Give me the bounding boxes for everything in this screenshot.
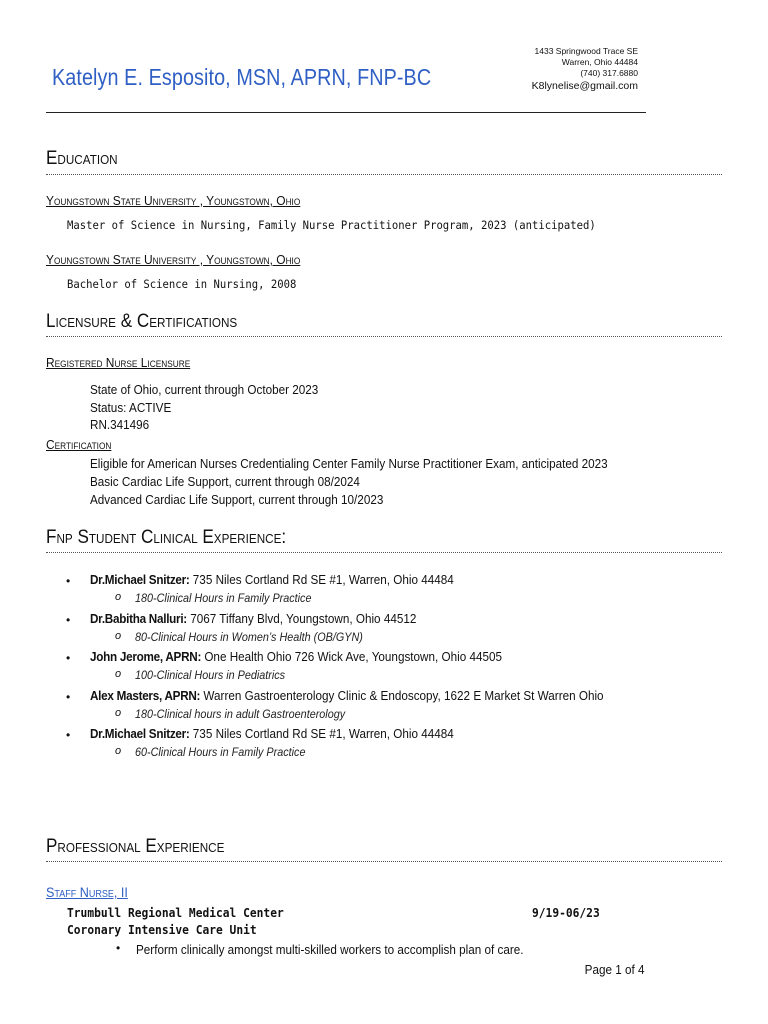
cert-line-2: Basic Cardiac Life Support, current through 08/2024 <box>90 474 360 489</box>
preceptor-line <box>90 726 454 741</box>
contact-block <box>532 46 638 93</box>
page-number: Page 1 of 4 <box>584 962 644 977</box>
employment-dates: 9/19-06/23 <box>532 905 600 920</box>
address-line-1: 1433 Springwood Trace SE <box>534 46 638 56</box>
clinical-heading: Fnp Student Clinical Experience: <box>46 527 287 548</box>
education-degree-2: Bachelor of Science in Nursing, 2008 <box>67 277 297 291</box>
rn-line-1: State of Ohio, current through October 2023 <box>90 382 319 397</box>
rn-licensure-heading: Registered Nurse Licensure <box>46 355 191 370</box>
unit-name: Coronary Intensive Care Unit <box>67 922 257 937</box>
bullet-icon: • <box>66 651 71 665</box>
bullet-icon: • <box>116 941 121 955</box>
rn-line-3: RN.341496 <box>90 417 150 432</box>
clinical-divider <box>46 552 722 553</box>
list-item <box>66 572 746 611</box>
professional-divider <box>46 861 722 862</box>
preceptor-location: 7067 Tiffany Blvd, Youngstown, Ohio 44512 <box>186 610 417 626</box>
clinical-hours: 80-Clinical Hours in Women’s Health (OB/GYN) <box>135 629 363 644</box>
bullet-icon: • <box>66 612 71 627</box>
education-heading: Education <box>46 148 118 169</box>
preceptor-location: 735 Niles Cortland Rd SE #1, Warren, Ohio 44484 <box>189 572 454 587</box>
address-line-2: Warren, Ohio 44484 <box>561 57 638 67</box>
preceptor-location: One Health Ohio 726 Wick Ave, Youngstown, Ohio 44505 <box>201 649 503 664</box>
sub-bullet-icon: o <box>115 591 122 603</box>
list-item <box>66 611 746 650</box>
preceptor-name: John Jerome, APRN: <box>90 649 202 664</box>
sub-bullet-icon: o <box>115 745 122 757</box>
preceptor-name: Dr.Michael Snitzer: <box>90 726 190 741</box>
preceptor-name: Dr.Michael Snitzer: <box>90 572 190 587</box>
bullet-icon: • <box>66 728 71 742</box>
sub-bullet-icon: o <box>115 668 122 680</box>
cert-line-3: Advanced Cardiac Life Support, current through 10/2023 <box>90 492 384 507</box>
preceptor-name: Alex Masters, APRN: <box>90 687 201 703</box>
licensure-divider <box>46 336 722 337</box>
list-item <box>66 649 746 688</box>
preceptor-line <box>90 611 416 626</box>
licensure-heading: Licensure & Certifications <box>46 311 238 332</box>
bullet-icon: • <box>66 689 71 704</box>
preceptor-name: Dr.Babitha Nalluri: <box>90 610 187 626</box>
phone-number: (740) 317.6880 <box>580 68 638 78</box>
list-item <box>66 688 746 727</box>
sub-bullet-icon: o <box>115 629 122 642</box>
header-divider <box>46 112 646 113</box>
education-degree-1: Master of Science in Nursing, Family Nurse Practitioner Program, 2023 (anticipated) <box>67 218 596 232</box>
resume-name: Katelyn E. Esposito, MSN, APRN, FNP-BC <box>52 64 432 90</box>
list-item <box>66 726 746 765</box>
job-title: Staff Nurse, II <box>46 884 128 900</box>
cert-line-1: Eligible for American Nurses Credentialing Center Family Nurse Practitioner Exam, anticipated 2023 <box>90 456 608 471</box>
clinical-hours: 60-Clinical Hours in Family Practice <box>135 745 306 759</box>
education-school-2: Youngstown State University , Youngstown, Ohio <box>46 252 301 267</box>
bullet-icon: • <box>66 574 71 588</box>
preceptor-line <box>90 688 604 703</box>
preceptor-line <box>90 649 502 664</box>
rn-line-2: Status: ACTIVE <box>90 400 172 415</box>
clinical-hours: 100-Clinical Hours in Pediatrics <box>135 668 286 682</box>
job-duty: Perform clinically amongst multi-skilled workers to accomplish plan of care. <box>136 942 524 957</box>
preceptor-location: 735 Niles Cortland Rd SE #1, Warren, Ohio 44484 <box>189 726 454 741</box>
clinical-list <box>66 572 746 765</box>
clinical-hours: 180-Clinical hours in adult Gastroenterology <box>135 706 346 721</box>
education-school-1: Youngstown State University , Youngstown, Ohio <box>46 193 301 208</box>
sub-bullet-icon: o <box>115 706 122 719</box>
email-address[interactable]: K8lynelise@gmail.com <box>531 80 638 92</box>
preceptor-line <box>90 572 454 587</box>
education-divider <box>46 174 722 175</box>
employer-name: Trumbull Regional Medical Center <box>67 905 284 920</box>
professional-heading: Professional Experience <box>46 836 225 857</box>
certification-heading: Certification <box>46 437 112 452</box>
preceptor-location: Warren Gastroenterology Clinic & Endoscopy, 1622 E Market St Warren Ohio <box>200 687 604 703</box>
clinical-hours: 180-Clinical Hours in Family Practice <box>135 591 312 605</box>
